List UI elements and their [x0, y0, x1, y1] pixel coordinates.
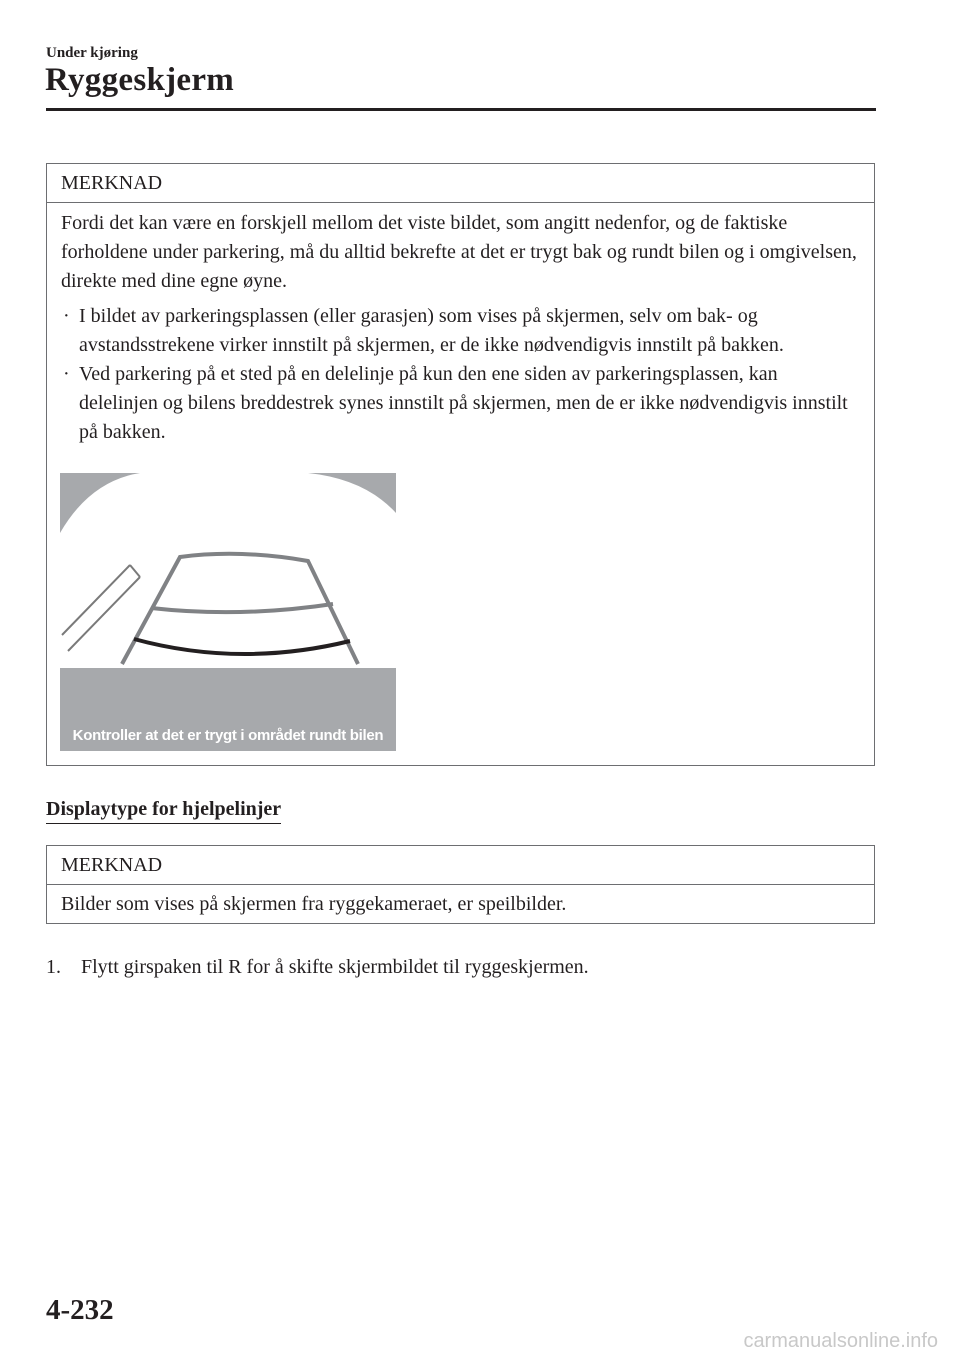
- figure-caption: Kontroller at det er trygt i området rundt bilen: [72, 727, 384, 744]
- note-box-2: [46, 845, 875, 924]
- note-body: [47, 203, 874, 447]
- note-heading: MERKNAD: [47, 164, 874, 203]
- bullet-marker: ·: [63, 305, 70, 327]
- note-bullet-item: [61, 360, 860, 447]
- section-label: Under kjøring: [46, 45, 138, 61]
- step-item: [46, 956, 589, 979]
- step-text: Flytt girspaken til R for å skifte skjermbildet til ryggeskjermen.: [81, 956, 589, 978]
- watermark: carmanualsonline.info: [743, 1330, 938, 1352]
- note-body: Bilder som vises på skjermen fra ryggekameraet, er speilbilder.: [61, 893, 567, 915]
- subheading: Displaytype for hjelpelinjer: [46, 798, 281, 824]
- bullet-text: I bildet av parkeringsplassen (eller garasjen) som vises på skjermen, selv om bak- og avstandsstrekene virker innstilt på skjermen, er de ikke nødvendigvis innstilt på bakken.: [79, 305, 784, 356]
- note-bullet-list: [61, 302, 860, 447]
- note-heading: MERKNAD: [47, 846, 874, 885]
- title-rule: [46, 108, 876, 111]
- page-number: 4-232: [46, 1294, 114, 1326]
- step-number: 1.: [46, 956, 61, 978]
- note-intro: Fordi det kan være en forskjell mellom det viste bildet, som angitt nedenfor, og de faktiske forholdene under parkering, må du alltid bekrefte at det er trygt bak og rundt bilen og i omgivelsen, direkte med dine egne øyne.: [61, 212, 857, 292]
- note-box-1: [46, 163, 875, 766]
- bullet-marker: ·: [63, 363, 70, 385]
- rear-camera-illustration: [60, 473, 396, 751]
- rear-camera-svg: [60, 473, 396, 751]
- note-bullet-item: [61, 302, 860, 360]
- bullet-text: Ved parkering på et sted på en delelinje på kun den ene siden av parkeringsplassen, kan delelinjen og bilens breddestrek synes innstilt på skjermen, men de er ikke nødvendigvis innstilt på bakken.: [79, 363, 848, 443]
- page-title: Ryggeskjerm: [45, 62, 235, 98]
